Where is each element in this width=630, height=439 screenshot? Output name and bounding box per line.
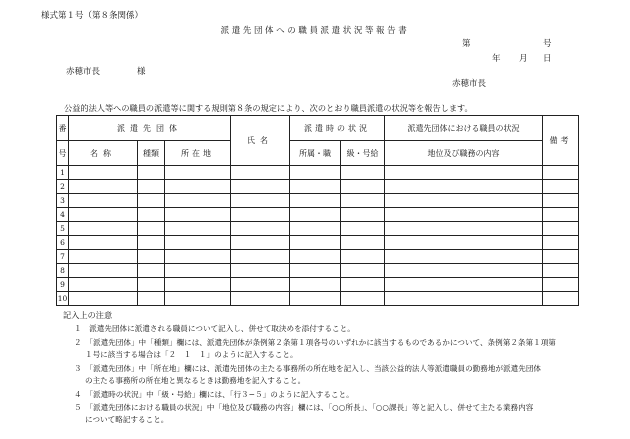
- dest-name-header: 名称: [69, 141, 138, 166]
- dest-location-cell[interactable]: [165, 264, 231, 278]
- note-4: ４ 「派遣時の状況」中「級・号給」欄には、「行３−５」のように記入すること。: [74, 390, 354, 399]
- grade-cell[interactable]: [341, 180, 385, 194]
- job-cell[interactable]: [385, 208, 543, 222]
- dest-location-cell[interactable]: [165, 278, 231, 292]
- dest-location-cell[interactable]: [165, 292, 231, 306]
- note-5-cont: について略記すること。: [85, 415, 169, 424]
- dest-name-cell[interactable]: [69, 278, 138, 292]
- dest-location-cell[interactable]: [165, 222, 231, 236]
- name-cell[interactable]: [231, 278, 290, 292]
- grade-cell[interactable]: [341, 166, 385, 180]
- job-cell[interactable]: [385, 236, 543, 250]
- remarks-cell[interactable]: [543, 208, 579, 222]
- table-row: [57, 292, 579, 306]
- name-cell[interactable]: [231, 208, 290, 222]
- job-cell[interactable]: [385, 278, 543, 292]
- table-row: [57, 208, 579, 222]
- row-number: 3: [57, 194, 69, 208]
- dest-name-cell[interactable]: [69, 194, 138, 208]
- row-number: 10: [57, 292, 69, 306]
- status-group-header: 派遣時の状況: [290, 116, 385, 141]
- grade-cell[interactable]: [341, 194, 385, 208]
- number-suffix: 号: [543, 39, 552, 49]
- dest-name-cell[interactable]: [69, 180, 138, 194]
- remarks-cell[interactable]: [543, 264, 579, 278]
- row-number: 8: [57, 264, 69, 278]
- name-cell[interactable]: [231, 264, 290, 278]
- grade-cell[interactable]: [341, 292, 385, 306]
- remarks-cell[interactable]: [543, 292, 579, 306]
- job-cell[interactable]: [385, 250, 543, 264]
- row-number: 7: [57, 250, 69, 264]
- dest-name-cell[interactable]: [69, 166, 138, 180]
- table-row: [57, 264, 579, 278]
- row-number: 5: [57, 222, 69, 236]
- name-cell[interactable]: [231, 180, 290, 194]
- job-cell[interactable]: [385, 222, 543, 236]
- dest-type-cell[interactable]: [138, 208, 165, 222]
- table-row: [57, 194, 579, 208]
- grade-cell[interactable]: [341, 278, 385, 292]
- name-cell[interactable]: [231, 250, 290, 264]
- dest-name-cell[interactable]: [69, 292, 138, 306]
- dest-type-cell[interactable]: [138, 292, 165, 306]
- grade-cell[interactable]: [341, 264, 385, 278]
- note-2: ２ 「派遣先団体」中「種類」欄には、派遣先団体が条例第２条第１項各号のいずれかに該当するものであるかについて、条例第２条第１項第: [74, 338, 556, 347]
- table-row: [57, 250, 579, 264]
- dest-type-cell[interactable]: [138, 236, 165, 250]
- remarks-cell[interactable]: [543, 222, 579, 236]
- document-title: 派遣先団体への職員派遣状況等報告書: [220, 26, 410, 36]
- day-label: 日: [543, 54, 552, 64]
- job-cell[interactable]: [385, 180, 543, 194]
- job-cell[interactable]: [385, 264, 543, 278]
- dept-cell[interactable]: [290, 208, 341, 222]
- job-cell[interactable]: [385, 194, 543, 208]
- addressee: 赤穂市長: [66, 67, 101, 77]
- note-2-cont: １号に該当する場合は「２ １ １」のように記入すること。: [85, 350, 298, 359]
- job-header: 地位及び職務の内容: [385, 141, 543, 166]
- grade-cell[interactable]: [341, 236, 385, 250]
- grade-cell[interactable]: [341, 250, 385, 264]
- dept-cell[interactable]: [290, 264, 341, 278]
- grade-cell[interactable]: [341, 222, 385, 236]
- note-3-cont: の主たる事務所の所在地と異なるときは勤務地を記入すること。: [85, 376, 306, 385]
- dest-location-cell[interactable]: [165, 250, 231, 264]
- table-body: [57, 166, 579, 306]
- dest-name-cell[interactable]: [69, 222, 138, 236]
- dept-cell[interactable]: [290, 292, 341, 306]
- table-row: [57, 222, 579, 236]
- dept-cell[interactable]: [290, 194, 341, 208]
- name-cell[interactable]: [231, 222, 290, 236]
- remarks-header: 備考: [543, 116, 579, 166]
- dest-location-cell[interactable]: [165, 208, 231, 222]
- dest-name-cell[interactable]: [69, 264, 138, 278]
- row-number: 9: [57, 278, 69, 292]
- name-header: 氏名: [231, 116, 290, 166]
- table-row: [57, 236, 579, 250]
- dest-location-cell[interactable]: [165, 180, 231, 194]
- intro-text: 公益的法人等への職員の派遣等に関する規則第８条の規定により、次のとおり職員派遣の状況等を報告します。: [64, 103, 473, 113]
- name-cell[interactable]: [231, 292, 290, 306]
- remarks-cell[interactable]: [543, 180, 579, 194]
- dest-location-cell[interactable]: [165, 194, 231, 208]
- name-cell[interactable]: [231, 236, 290, 250]
- notes-title: 記入上の注意: [63, 310, 113, 320]
- dest-type-cell[interactable]: [138, 250, 165, 264]
- row-number: 6: [57, 236, 69, 250]
- grade-header: 級・号給: [341, 141, 385, 166]
- table-row: [57, 166, 579, 180]
- number-prefix: 第: [462, 39, 471, 49]
- addressee-suffix: 様: [137, 67, 146, 77]
- form-number: 様式第１号（第８条関係）: [41, 11, 144, 21]
- no-header-bottom: 号: [57, 141, 69, 166]
- name-cell[interactable]: [231, 194, 290, 208]
- table-row: [57, 278, 579, 292]
- reporter: 赤穂市長: [452, 79, 487, 89]
- dept-cell[interactable]: [290, 180, 341, 194]
- note-5: ５ 「派遣先団体における職員の状況」中「地位及び職務の内容」欄には、「○○所長」、「○○課長」等と記入し、併せて主たる業務内容: [74, 403, 534, 412]
- dept-header: 所属・職: [290, 141, 341, 166]
- header-row-2: [57, 141, 579, 166]
- dest-name-cell[interactable]: [69, 250, 138, 264]
- dest-type-cell[interactable]: [138, 222, 165, 236]
- remarks-cell[interactable]: [543, 166, 579, 180]
- year-label: 年: [492, 54, 501, 64]
- report-table: [56, 115, 579, 306]
- position-group-header: 派遣先団体における職員の状況: [385, 116, 543, 141]
- dest-type-cell[interactable]: [138, 264, 165, 278]
- dept-cell[interactable]: [290, 250, 341, 264]
- header-row-1: [57, 116, 579, 141]
- dest-type-cell[interactable]: [138, 166, 165, 180]
- name-cell[interactable]: [231, 166, 290, 180]
- dept-cell[interactable]: [290, 278, 341, 292]
- row-number: 1: [57, 166, 69, 180]
- remarks-cell[interactable]: [543, 278, 579, 292]
- note-1: １ 派遣先団体に派遣される職員について記入し、併せて取決めを添付すること。: [74, 324, 355, 333]
- row-number: 4: [57, 208, 69, 222]
- row-number: 2: [57, 180, 69, 194]
- dest-location-header: 所在地: [165, 141, 231, 166]
- dept-cell[interactable]: [290, 236, 341, 250]
- grade-cell[interactable]: [341, 208, 385, 222]
- month-label: 月: [519, 54, 528, 64]
- dept-cell[interactable]: [290, 166, 341, 180]
- no-header-top: 番: [57, 116, 69, 141]
- dest-name-cell[interactable]: [69, 208, 138, 222]
- note-3: ３ 「派遣先団体」中「所在地」欄には、派遣先団体の主たる事務所の所在地を記入し、当該公益的法人等派遣職員の勤務地が派遣先団体: [74, 364, 542, 373]
- job-cell[interactable]: [385, 166, 543, 180]
- dest-type-cell[interactable]: [138, 278, 165, 292]
- job-cell[interactable]: [385, 292, 543, 306]
- dept-cell[interactable]: [290, 222, 341, 236]
- dest-type-cell[interactable]: [138, 194, 165, 208]
- dest-location-cell[interactable]: [165, 236, 231, 250]
- dest-name-cell[interactable]: [69, 236, 138, 250]
- dest-type-cell[interactable]: [138, 180, 165, 194]
- remarks-cell[interactable]: [543, 236, 579, 250]
- dest-type-header: 種類: [138, 141, 165, 166]
- dest-location-cell[interactable]: [165, 166, 231, 180]
- table-row: [57, 180, 579, 194]
- remarks-cell[interactable]: [543, 194, 579, 208]
- dest-group-header: 派遣先団体: [69, 116, 231, 141]
- remarks-cell[interactable]: [543, 250, 579, 264]
